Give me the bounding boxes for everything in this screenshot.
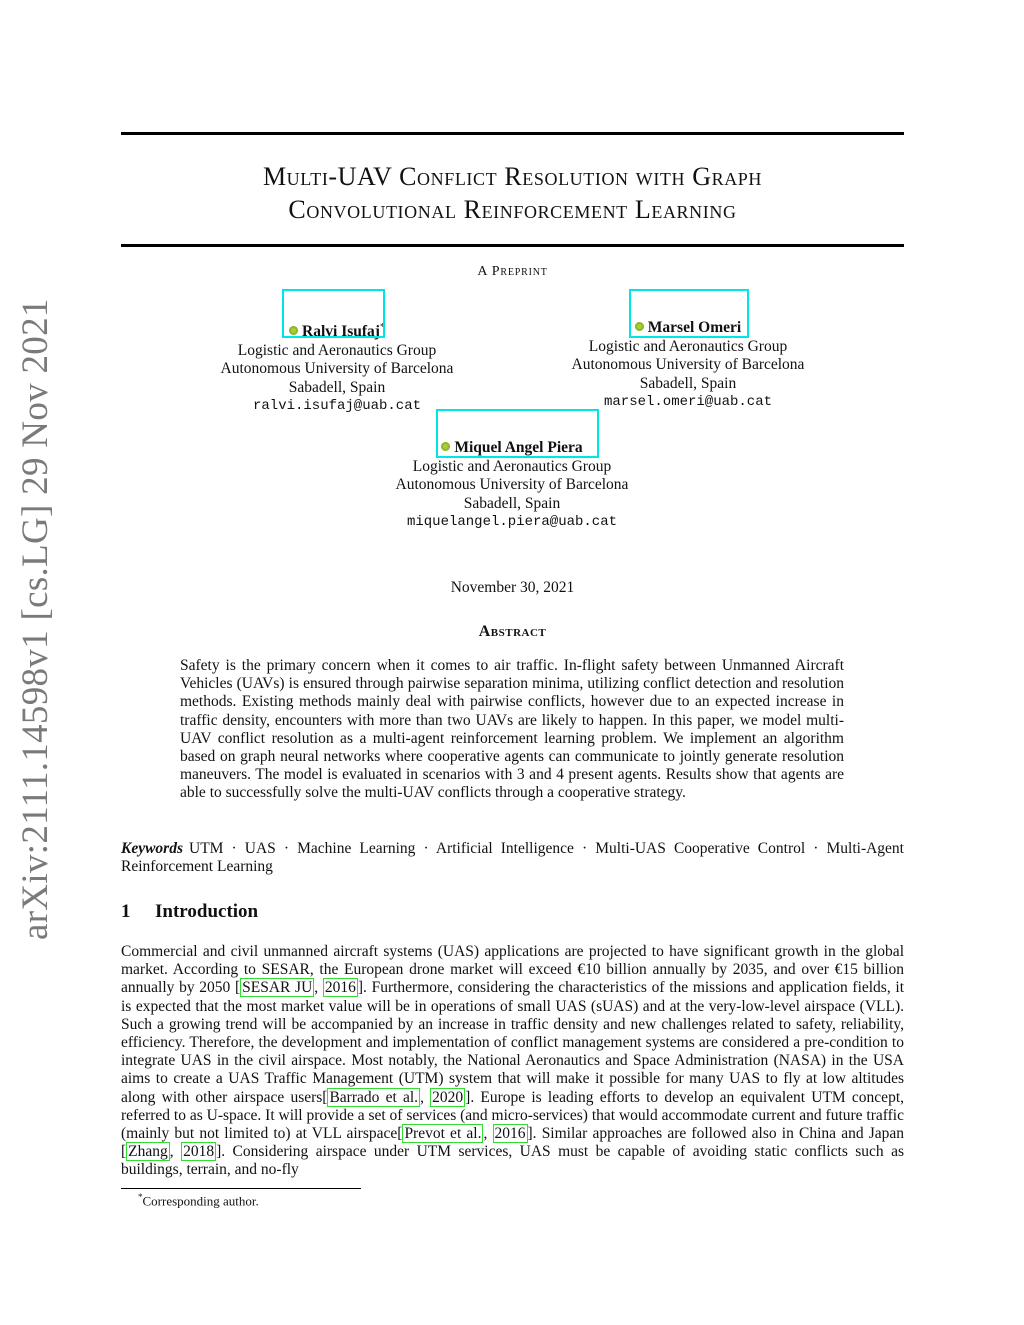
author-block-1 — [177, 319, 497, 416]
keywords-label: Keywords — [121, 840, 183, 857]
citation-link[interactable]: 2018 — [183, 1143, 215, 1161]
author-group: Logistic and Aeronautics Group — [588, 337, 788, 355]
intro-text: ]. Considering airspace under UTM services, UAS must be capable of avoiding static conflicts such as buildings, terrain, and no-fly — [121, 1143, 905, 1179]
intro-text: , — [169, 1143, 182, 1161]
author-name[interactable]: Miquel Angel Piera — [454, 439, 583, 456]
author-block-2 — [528, 319, 848, 412]
citation-link[interactable]: 2016 — [324, 979, 356, 997]
author-group: Logistic and Aeronautics Group — [237, 341, 437, 359]
orcid-icon[interactable] — [289, 326, 298, 335]
footnote — [138, 1192, 259, 1209]
intro-text: , — [420, 1088, 431, 1106]
section-number: 1 — [121, 901, 131, 922]
author-location: Sabadell, Spain — [288, 378, 386, 396]
title-rule-top — [121, 132, 904, 135]
paper-title — [121, 160, 904, 226]
author-name[interactable]: Ralvi Isufaj — [302, 323, 380, 341]
title-line-1: Multi-UAV Conflict Resolution with Graph — [262, 162, 763, 191]
introduction-paragraph — [121, 943, 904, 1180]
author-name[interactable]: Marsel Omeri — [647, 319, 742, 336]
author-name-row[interactable] — [635, 319, 741, 338]
arxiv-identifier: arXiv:2111.14598v1 [cs.LG] 29 Nov 2021 — [15, 298, 56, 940]
author-university: Autonomous University of Barcelona — [571, 356, 805, 373]
citation-link[interactable]: Barrado et al. — [329, 1088, 419, 1106]
abstract-heading: Abstract — [478, 623, 547, 640]
author-email[interactable]: ralvi.isufaj@uab.cat — [252, 398, 422, 415]
orcid-icon[interactable] — [441, 442, 450, 451]
footnote-marker: * — [138, 1192, 143, 1202]
keywords-block — [121, 840, 904, 876]
author-name-row[interactable] — [289, 319, 385, 342]
author-name-row[interactable] — [441, 439, 582, 458]
author-location: Sabadell, Spain — [463, 494, 561, 512]
author-block-3 — [352, 439, 672, 532]
title-line-2: Convolutional Reinforcement Learning — [288, 195, 737, 224]
footnote-rule — [121, 1188, 361, 1189]
author-email[interactable]: marsel.omeri@uab.cat — [603, 394, 773, 410]
citation-link[interactable]: Zhang — [128, 1143, 168, 1161]
keywords-list: UTM · UAS · Machine Learning · Artificial Intelligence · Multi-UAS Cooperative Control · Multi-Agent Reinforcement Learning — [121, 840, 904, 876]
author-university: Autonomous University of Barcelona — [220, 360, 454, 378]
intro-text: , — [314, 979, 323, 997]
section-title: Introduction — [155, 901, 259, 922]
citation-link[interactable]: SESAR JU — [242, 979, 313, 997]
intro-text: Commercial and civil unmanned aircraft systems (UAS) applications are projected to have significant growth in the global market. According to SESAR, the European drone market will exceed €10 billion annually by 2035, and over €15 billion annually by 2050 [ — [121, 943, 904, 997]
footnote-text: Corresponding author. — [142, 1193, 259, 1209]
publication-date: November 30, 2021 — [450, 579, 575, 596]
intro-text: ]. Europe is leading efforts to develop an equivalent UTM concept, referred to as U-space. It will provide a set of services (and micro-services) that would accommodate current and future traffic (mainly but not limited to) at VLL airspace[ — [121, 1088, 904, 1143]
title-rule-bottom — [121, 244, 904, 247]
corresponding-marker: * — [379, 322, 385, 333]
citation-link[interactable]: Prevot et al. — [404, 1125, 482, 1143]
author-location: Sabadell, Spain — [639, 374, 737, 392]
author-university: Autonomous University of Barcelona — [395, 476, 629, 493]
citation-link[interactable]: 2020 — [432, 1088, 464, 1106]
citation-link[interactable]: 2016 — [494, 1125, 526, 1143]
preprint-label: A Preprint — [477, 264, 548, 279]
abstract-text: Safety is the primary concern when it comes to air traffic. In-flight safety between Unmanned Aircraft Vehicles (UAVs) is ensured through pairwise separation minima, utilizing conflict detection and resolution methods. Existing methods mainly deal with pairwise conflicts, however due to an expected increase in traffic density, encounters with more than two UAVs are likely to happen. In this paper, we model multi-UAV conflict resolution as a multi-agent reinforcement learning problem. We implement an algorithm based on graph neural networks where cooperative agents can communicate to jointly generate resolution maneuvers. The model is evaluated in scenarios with 3 and 4 present agents. Results show that agents are able to successfully solve the multi-UAV conflicts through a cooperative strategy. — [180, 657, 844, 802]
intro-text: , — [483, 1125, 493, 1143]
intro-text: ]. Similar approaches are followed also in China and Japan [ — [121, 1125, 905, 1161]
intro-text: ]. Furthermore, considering the characteristics of the missions and application fields, it is expected that the most market value will be in operations of small UAS (sUAS) and at the very-low-level airspace (VLL). Such a growing trend will be accompanied by an increase in traffic density and new challenges related to safety, reliability, efficiency. Therefore, the development and implementation of conflict management systems are considered a pre-condition to integrate UAS in the civil airspace. Most notably, the National Aeronautics and Space Administration (NASA) in the USA aims to create a UAS Traffic Management (UTM) system that will make it possible for many UAS to fly at low altitudes along with other airspace users[ — [121, 979, 905, 1106]
section-heading — [121, 901, 258, 923]
author-email[interactable]: miquelangel.piera@uab.cat — [406, 514, 618, 530]
orcid-icon[interactable] — [635, 322, 644, 331]
author-group: Logistic and Aeronautics Group — [412, 457, 612, 475]
